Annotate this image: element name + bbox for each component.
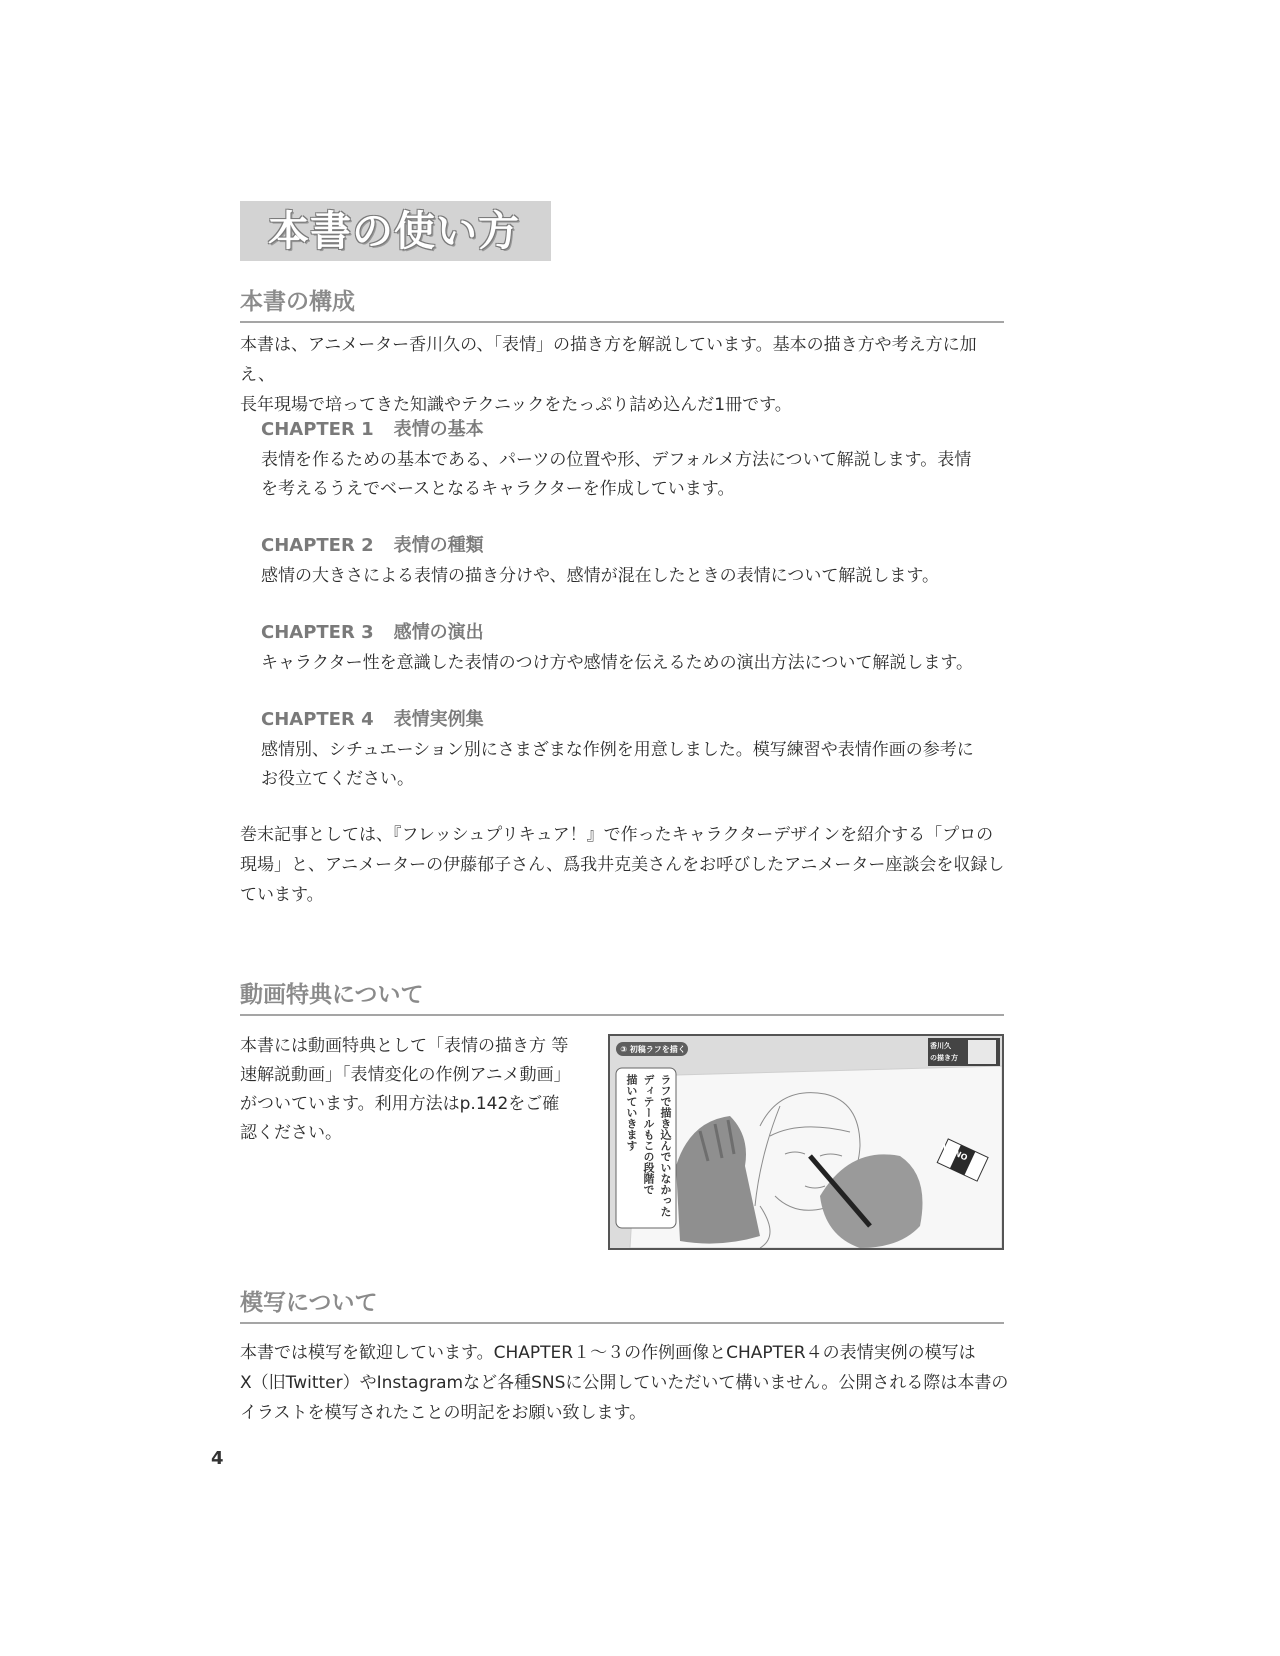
video-text-line: 認ください。 [240,1123,342,1143]
chapter-name: 感情の演出 [393,622,484,643]
thumbnail-badge [930,1040,968,1064]
structure-closing [240,820,1010,910]
chapter-name: 表情の種類 [393,535,484,556]
thumbnail-caption [620,1074,674,1226]
page-title-box [240,201,551,261]
chapter-1-title [261,418,484,442]
chapter-number: CHAPTER 3 [261,622,374,643]
chapter-name: 表情の基本 [393,419,484,440]
chapter-number: CHAPTER 2 [261,535,374,556]
caption-column: ラフで描き込んでいなかった [659,1074,672,1217]
copying-line: X（旧Twitter）やInstagramなど各種SNSに公開していただいて構いません。公開される際は本書の [240,1373,1009,1393]
chapter-number: CHAPTER 1 [261,419,374,440]
copying-text [240,1338,1010,1428]
thumbnail-step-tag: ③ 初稿ラフを描く [620,1045,686,1054]
video-text-line: 本書には動画特典として「表情の描き方 等 [240,1036,569,1056]
chapter-desc-line: 感情別、シチュエーション別にさまざまな作例を用意しました。模写練習や表情作画の参考に [261,740,974,760]
copying-line: 本書では模写を歓迎しています。CHAPTER１～３の作例画像とCHAPTER４の表情実例の模写は [240,1343,976,1363]
chapter-3-title [261,621,484,645]
badge-line: 香川久 [930,1042,951,1050]
chapter-desc-line: 表情を作るための基本である、パーツの位置や形、デフォルメ方法について解説します。表情 [261,450,972,470]
eraser-label: MONO [939,1142,969,1163]
closing-line: 巻末記事としては、『フレッシュプリキュア！』で作ったキャラクターデザインを紹介する「プロの [240,825,994,845]
section-heading-video: 動画特典について [240,980,1004,1016]
chapter-number: CHAPTER 4 [261,709,374,730]
section-heading-copying: 模写について [240,1288,1004,1324]
intro-line: 本書は、アニメーター香川久の、「表情」の描き方を解説しています。基本の描き方や考え方に加え、 [240,335,977,385]
caption-column: ディテールもこの段階で [642,1074,655,1195]
caption-column: 描いていきます [625,1074,638,1151]
badge-line: の描き方 [930,1054,958,1062]
page-title: 本書の使い方 [268,207,520,255]
chapter-4-description [261,736,1001,794]
structure-intro [240,330,1010,420]
video-thumbnail [608,1034,1004,1250]
video-bonus-text [240,1032,580,1148]
video-text-line: がついています。利用方法はp.142をご確 [240,1094,560,1114]
chapter-4-title [261,708,484,732]
video-text-line: 速解説動画」「表情変化の作例アニメ動画」 [240,1065,571,1085]
chapter-2-title [261,534,484,558]
chapter-1-description [261,446,1001,504]
chapter-name: 表情実例集 [393,709,484,730]
chapter-desc-line: キャラクター性を意識した表情のつけ方や感情を伝えるための演出方法について解説します。 [261,653,973,673]
chapter-desc-line: を考えるうえでベースとなるキャラクターを作成しています。 [261,479,735,499]
closing-line: ています。 [240,885,324,905]
chapter-2-description [261,562,1001,591]
intro-line: 長年現場で培ってきた知識やテクニックをたっぷり詰め込んだ1冊です。 [240,395,792,415]
chapter-desc-line: 感情の大きさによる表情の描き分けや、感情が混在したときの表情について解説します。 [261,566,939,586]
chapter-desc-line: お役立てください。 [261,769,414,789]
copying-line: イラストを模写されたことの明記をお願い致します。 [240,1403,647,1423]
page-number: 4 [211,1448,224,1469]
chapter-3-description [261,649,1001,678]
section-heading-structure: 本書の構成 [240,287,1004,323]
closing-line: 現場」と、アニメーターの伊藤郁子さん、爲我井克美さんをお呼びしたアニメーター座談会を収録し [240,855,1005,875]
